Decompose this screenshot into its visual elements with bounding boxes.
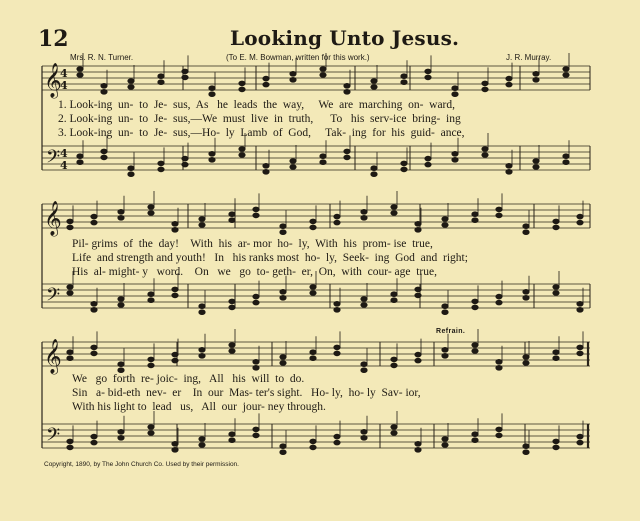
lyric-line: Pil- grims of the day! With his ar- mor ho- ly, With his prom- ise true,: [72, 238, 433, 250]
note-head: [553, 439, 559, 444]
note-head: [229, 218, 235, 223]
note-head: [452, 86, 458, 91]
note-head: [199, 437, 205, 442]
lyric-line: 1. Look-ing un- to Je- sus, As he leads the way, We are marching on- ward,: [58, 99, 456, 111]
note-head: [371, 172, 377, 177]
note-head: [172, 293, 178, 298]
note-head: [506, 82, 512, 87]
note-head: [472, 299, 478, 304]
note-head: [67, 291, 73, 296]
note-head: [199, 217, 205, 222]
note-head: [472, 343, 478, 348]
note-head: [496, 300, 502, 305]
note-head: [425, 75, 431, 80]
note-head: [77, 67, 83, 72]
note-head: [253, 365, 259, 370]
note-head: [101, 83, 107, 88]
note-head: [577, 301, 583, 306]
svg-text:4: 4: [60, 147, 68, 160]
note-head: [91, 220, 97, 225]
note-head: [280, 289, 286, 294]
note-head: [148, 431, 154, 436]
note-head: [523, 224, 529, 229]
note-head: [263, 163, 269, 168]
note-head: [290, 71, 296, 76]
composer-credit: J. R. Murray.: [506, 53, 552, 62]
note-head: [563, 154, 569, 159]
note-head: [320, 160, 326, 165]
note-head: [472, 432, 478, 437]
note-head: [199, 353, 205, 358]
lyric-line: His al- might- y word. On we go to- geth- er, On, with cour- age true,: [72, 266, 437, 278]
note-head: [523, 361, 529, 366]
note-head: [91, 434, 97, 439]
note-head: [425, 156, 431, 161]
lyric-line: 3. Look-ing un- to Je- sus,—Ho- ly Lamb of God, Tak- ing for his guid- ance,: [58, 127, 465, 139]
note-head: [523, 289, 529, 294]
note-head: [320, 154, 326, 159]
note-head: [334, 434, 340, 439]
lyric-line: Life and strength and youth! In his ranks most ho- ly, Seek- ing God and right;: [72, 252, 468, 264]
note-head: [553, 225, 559, 230]
note-head: [506, 169, 512, 174]
note-head: [239, 147, 245, 152]
note-head: [209, 92, 215, 97]
note-head: [182, 69, 188, 74]
note-head: [280, 355, 286, 360]
note-head: [415, 447, 421, 452]
note-head: [101, 149, 107, 154]
note-head: [472, 212, 478, 217]
note-head: [172, 287, 178, 292]
note-head: [67, 439, 73, 444]
treble-clef-icon: 𝄞: [44, 339, 62, 374]
note-head: [553, 291, 559, 296]
note-head: [290, 159, 296, 164]
note-head: [199, 310, 205, 315]
treble-clef-icon: 𝄞: [44, 201, 62, 236]
note-head: [442, 223, 448, 228]
note-head: [128, 166, 134, 171]
note-head: [253, 359, 259, 364]
bass-clef-icon: 𝄢: [46, 425, 61, 450]
note-head: [101, 155, 107, 160]
note-head: [391, 211, 397, 216]
note-head: [452, 157, 458, 162]
note-head: [344, 83, 350, 88]
note-head: [577, 440, 583, 445]
note-head: [239, 87, 245, 92]
note-head: [533, 165, 539, 170]
note-head: [172, 352, 178, 357]
note-head: [199, 223, 205, 228]
note-head: [523, 450, 529, 455]
note-head: [199, 304, 205, 309]
note-head: [523, 230, 529, 235]
note-head: [148, 363, 154, 368]
note-head: [482, 153, 488, 158]
lyric-line: Sin a- bid-eth nev- er In our Mas- ter's sight. Ho- ly, ho- ly Sav- ior,: [72, 387, 421, 399]
note-head: [563, 73, 569, 78]
note-head: [118, 435, 124, 440]
note-head: [77, 154, 83, 159]
note-head: [452, 151, 458, 156]
note-head: [148, 425, 154, 430]
note-head: [310, 291, 316, 296]
note-head: [263, 169, 269, 174]
note-head: [253, 213, 259, 218]
note-head: [280, 295, 286, 300]
bass-clef-icon: 𝄢: [46, 147, 61, 172]
note-head: [577, 214, 583, 219]
note-head: [91, 351, 97, 356]
note-head: [229, 438, 235, 443]
svg-text:4: 4: [60, 67, 68, 80]
note-head: [209, 86, 215, 91]
note-head: [172, 447, 178, 452]
note-head: [533, 159, 539, 164]
note-head: [290, 165, 296, 170]
lyric-line: 2. Look-ing un- to Je- sus,—We must live in truth, To his serv-ice bring- ing: [58, 113, 461, 125]
note-head: [280, 444, 286, 449]
note-head: [523, 295, 529, 300]
note-head: [415, 358, 421, 363]
note-head: [310, 356, 316, 361]
note-head: [229, 432, 235, 437]
note-head: [371, 79, 377, 84]
note-head: [91, 301, 97, 306]
note-head: [148, 298, 154, 303]
note-head: [442, 310, 448, 315]
lyric-line: With his light to lead us, All our jour- ney through.: [72, 401, 326, 413]
note-head: [553, 356, 559, 361]
note-head: [344, 149, 350, 154]
page-number: 12: [38, 26, 69, 52]
note-head: [182, 75, 188, 80]
note-head: [334, 301, 340, 306]
note-head: [280, 230, 286, 235]
note-head: [310, 439, 316, 444]
note-head: [253, 433, 259, 438]
note-head: [391, 205, 397, 210]
note-head: [361, 429, 367, 434]
note-head: [280, 361, 286, 366]
note-head: [253, 427, 259, 432]
note-head: [199, 347, 205, 352]
note-head: [442, 353, 448, 358]
note-head: [415, 287, 421, 292]
note-head: [253, 294, 259, 299]
note-head: [148, 292, 154, 297]
note-head: [344, 155, 350, 160]
note-head: [229, 343, 235, 348]
note-head: [209, 157, 215, 162]
note-head: [496, 207, 502, 212]
note-head: [229, 305, 235, 310]
note-head: [442, 437, 448, 442]
note-head: [320, 73, 326, 78]
note-head: [425, 69, 431, 74]
note-head: [280, 224, 286, 229]
note-head: [310, 219, 316, 224]
note-head: [415, 293, 421, 298]
note-head: [182, 162, 188, 167]
note-head: [361, 435, 367, 440]
note-head: [199, 443, 205, 448]
note-head: [442, 443, 448, 448]
note-head: [533, 77, 539, 82]
note-head: [158, 167, 164, 172]
note-head: [101, 89, 107, 94]
note-head: [415, 221, 421, 226]
svg-text:4: 4: [60, 79, 68, 92]
note-head: [182, 156, 188, 161]
note-head: [290, 77, 296, 82]
note-head: [91, 440, 97, 445]
note-head: [523, 444, 529, 449]
note-head: [496, 359, 502, 364]
note-head: [172, 221, 178, 226]
note-head: [118, 303, 124, 308]
note-head: [482, 87, 488, 92]
note-head: [496, 427, 502, 432]
note-head: [172, 227, 178, 232]
treble-clef-icon: 𝄞: [44, 63, 62, 98]
note-head: [401, 161, 407, 166]
note-head: [91, 345, 97, 350]
note-head: [553, 219, 559, 224]
note-head: [128, 85, 134, 90]
note-head: [334, 351, 340, 356]
note-head: [310, 285, 316, 290]
note-head: [77, 160, 83, 165]
note-head: [442, 347, 448, 352]
note-head: [67, 285, 73, 290]
copyright-notice: Copyright, 1890, by The John Church Co. Used by their permission.: [44, 461, 239, 468]
note-head: [415, 352, 421, 357]
note-head: [209, 151, 215, 156]
note-head: [496, 294, 502, 299]
note-head: [239, 81, 245, 86]
note-head: [334, 440, 340, 445]
note-head: [361, 303, 367, 308]
note-head: [563, 67, 569, 72]
note-head: [263, 76, 269, 81]
note-head: [229, 299, 235, 304]
note-head: [401, 74, 407, 79]
note-head: [118, 215, 124, 220]
note-head: [172, 441, 178, 446]
note-head: [158, 161, 164, 166]
note-head: [482, 147, 488, 152]
note-head: [334, 345, 340, 350]
note-head: [67, 356, 73, 361]
note-head: [496, 365, 502, 370]
note-head: [263, 82, 269, 87]
note-head: [310, 350, 316, 355]
note-head: [391, 292, 397, 297]
note-head: [344, 89, 350, 94]
note-head: [172, 358, 178, 363]
note-head: [253, 300, 259, 305]
note-head: [310, 445, 316, 450]
note-head: [371, 166, 377, 171]
note-head: [334, 214, 340, 219]
note-head: [577, 307, 583, 312]
note-head: [506, 163, 512, 168]
note-head: [472, 349, 478, 354]
note-head: [253, 207, 259, 212]
note-head: [67, 350, 73, 355]
note-head: [128, 172, 134, 177]
note-head: [91, 307, 97, 312]
note-head: [334, 220, 340, 225]
note-head: [67, 225, 73, 230]
note-head: [533, 71, 539, 76]
bass-clef-icon: 𝄢: [46, 285, 61, 310]
note-head: [118, 297, 124, 302]
note-head: [391, 363, 397, 368]
note-head: [401, 80, 407, 85]
note-head: [442, 217, 448, 222]
note-head: [229, 212, 235, 217]
note-head: [67, 219, 73, 224]
refrain-label: Refrain.: [436, 328, 466, 335]
note-head: [67, 445, 73, 450]
note-head: [506, 76, 512, 81]
note-head: [563, 160, 569, 165]
note-head: [577, 345, 583, 350]
page-title: Looking Unto Jesus.: [230, 26, 460, 50]
note-head: [310, 225, 316, 230]
svg-text:4: 4: [60, 159, 68, 172]
note-head: [577, 220, 583, 225]
note-head: [425, 162, 431, 167]
note-head: [391, 425, 397, 430]
note-head: [401, 167, 407, 172]
note-head: [91, 214, 97, 219]
note-head: [148, 211, 154, 216]
note-head: [158, 74, 164, 79]
note-head: [472, 305, 478, 310]
note-head: [118, 368, 124, 373]
note-head: [472, 438, 478, 443]
note-head: [523, 355, 529, 360]
note-head: [320, 67, 326, 72]
note-head: [361, 368, 367, 373]
note-head: [239, 153, 245, 158]
note-head: [77, 73, 83, 78]
note-head: [482, 81, 488, 86]
note-head: [128, 79, 134, 84]
note-head: [118, 429, 124, 434]
dedication: (To E. M. Bowman, written for this work.): [226, 53, 370, 62]
note-head: [148, 357, 154, 362]
note-head: [553, 285, 559, 290]
note-head: [553, 350, 559, 355]
note-head: [391, 431, 397, 436]
author-credit: Mrs. R. N. Turner.: [70, 53, 134, 62]
note-head: [371, 85, 377, 90]
note-head: [496, 433, 502, 438]
note-head: [472, 218, 478, 223]
note-head: [577, 351, 583, 356]
note-head: [415, 441, 421, 446]
note-head: [118, 362, 124, 367]
note-head: [361, 215, 367, 220]
note-head: [553, 445, 559, 450]
note-head: [361, 297, 367, 302]
note-head: [334, 307, 340, 312]
lyric-line: We go forth re- joic- ing, All his will to do.: [72, 373, 305, 385]
note-head: [391, 298, 397, 303]
note-head: [452, 92, 458, 97]
note-head: [361, 362, 367, 367]
note-head: [148, 205, 154, 210]
note-head: [229, 349, 235, 354]
note-head: [496, 213, 502, 218]
note-head: [158, 80, 164, 85]
note-head: [280, 450, 286, 455]
note-head: [442, 304, 448, 309]
note-head: [577, 434, 583, 439]
note-head: [118, 209, 124, 214]
note-head: [361, 209, 367, 214]
note-head: [391, 357, 397, 362]
note-head: [415, 227, 421, 232]
